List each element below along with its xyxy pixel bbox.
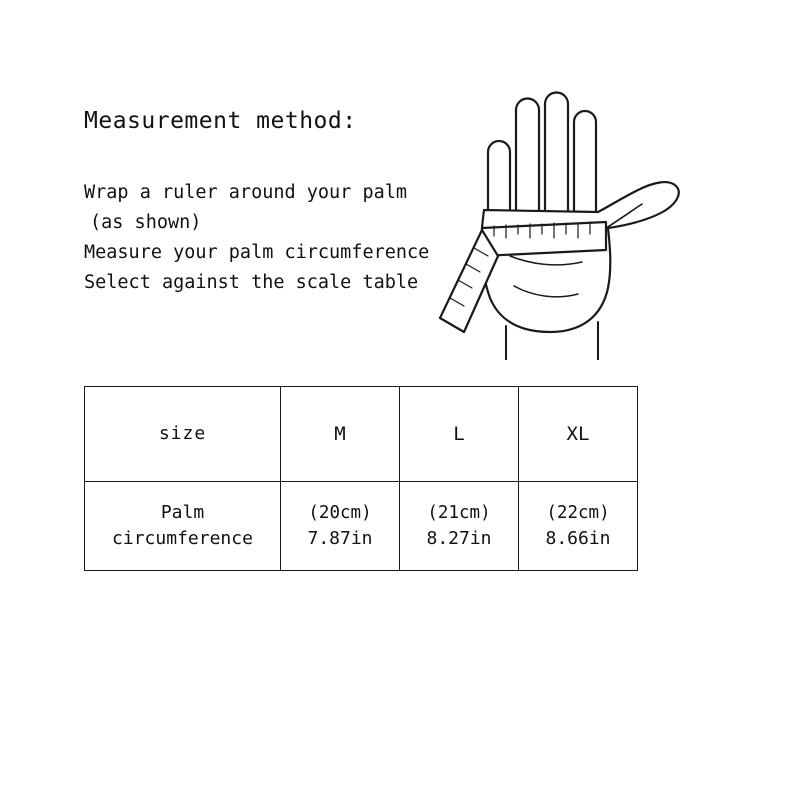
size-table	[84, 386, 638, 571]
header-cell-l	[400, 387, 519, 482]
instruction-line-2: (as shown)	[90, 212, 202, 233]
ring-finger	[545, 93, 568, 231]
cell-xl-in: 8.66in	[545, 528, 611, 549]
measuring-tape-band	[482, 222, 606, 256]
cell-m-value	[281, 482, 400, 571]
header-cell-m	[281, 387, 400, 482]
cell-xl-cm: (22cm)	[546, 503, 610, 523]
hand-with-measuring-tape-illustration	[410, 60, 710, 360]
cell-l-cm: (21cm)	[427, 503, 491, 523]
cell-l-value	[400, 482, 519, 571]
header-size-m: M	[334, 422, 346, 445]
row-label-line-1: Palm	[160, 502, 205, 523]
instructions-block	[84, 178, 429, 298]
header-size-l: L	[453, 422, 465, 445]
cell-xl-value	[519, 482, 638, 571]
row-label-palm-circumference	[85, 482, 281, 571]
header-cell-xl	[519, 387, 638, 482]
row-label-line-2: circumference	[112, 528, 253, 549]
instruction-line-4: Select against the scale table	[84, 272, 419, 293]
page-title: Measurement method:	[84, 108, 357, 134]
table-data-row	[85, 482, 638, 571]
table-header-row	[85, 387, 638, 482]
header-size-label: size	[158, 423, 207, 444]
instruction-line-3: Measure your palm circumference	[84, 242, 430, 263]
header-size-xl: XL	[566, 422, 590, 445]
cell-l-in: 8.27in	[426, 528, 492, 549]
cell-m-in: 7.87in	[307, 528, 373, 549]
cell-m-cm: (20cm)	[308, 503, 372, 523]
header-cell-size	[85, 387, 281, 482]
instruction-line-1: Wrap a ruler around your palm	[84, 182, 408, 203]
